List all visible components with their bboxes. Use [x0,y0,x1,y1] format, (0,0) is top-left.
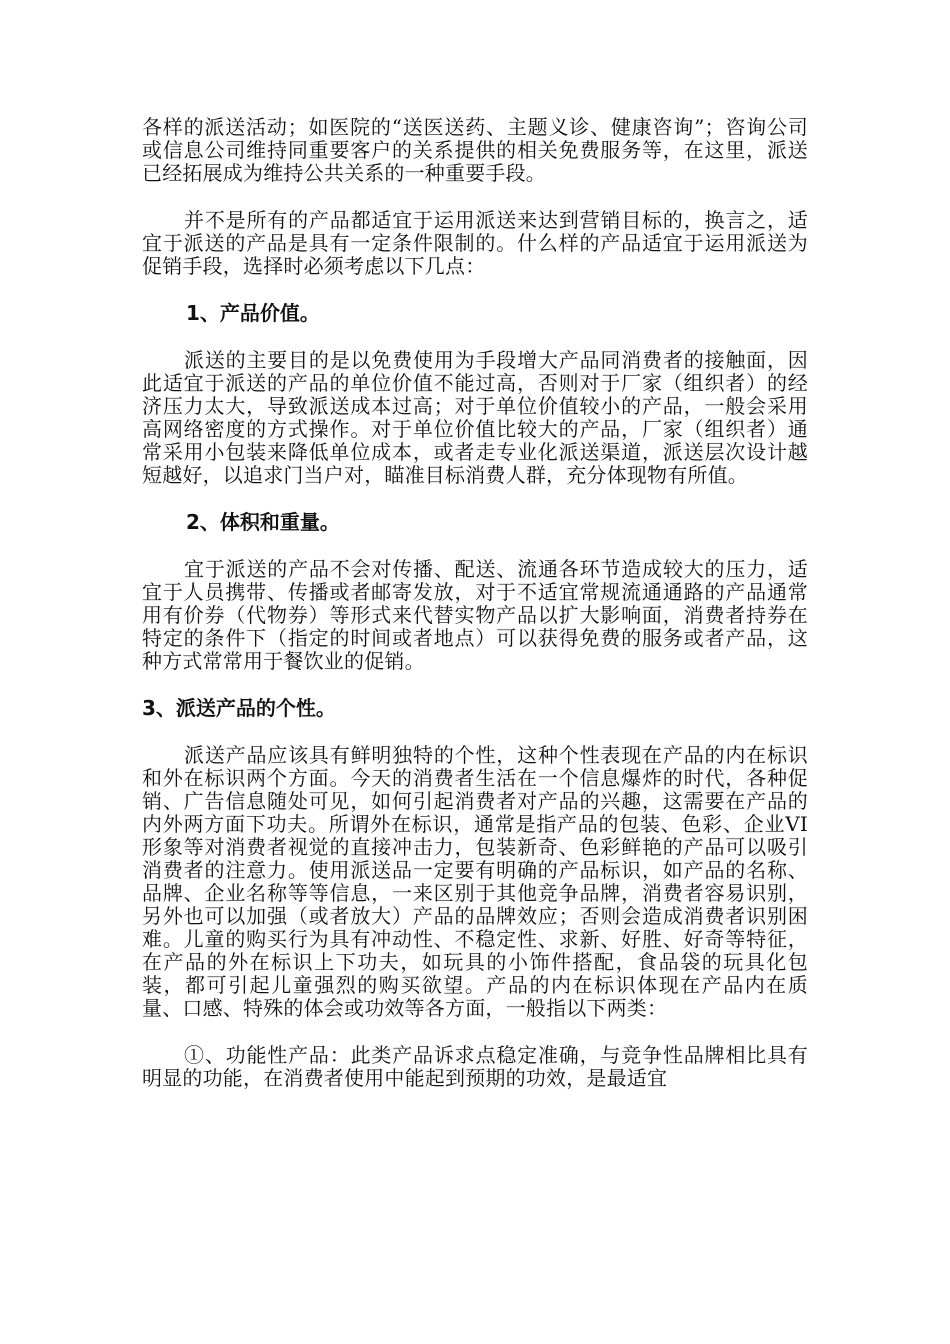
heading-product-personality: 3、派送产品的个性。 [142,696,336,720]
document-page [142,116,808,1114]
paragraph-1: 各样的派送活动；如医院的“送医送药、主题义诊、健康咨询”；咨询公司或信息公司维持同重要客户的关系提供的相关免费服务等，在这里，派送已经拓展成为维持公共关系的一种重要手段。 [142,115,808,185]
paragraph-2: 并不是所有的产品都适宜于运用派送来达到营销目标的，换言之，适宜于派送的产品是具有一定条件限制的。什么样的产品适宜于运用派送为促销手段，选择时必须考虑以下几点： [142,208,808,278]
paragraph-3: 派送的主要目的是以免费使用为手段增大产品同消费者的接触面，因此适宜于派送的产品的单位价值不能过高，否则对于厂家（组织者）的经济压力太大，导致派送成本过高；对于单位价值较小的产品，一般会采用高网络密度的方式操作。对于单位价值比较大的产品，厂家（组织者）通常采用小包装来降低单位成本，或者走专业化派送渠道，派送层次设计越短越好，以追求门当户对，瞄准目标消费人群，充分体现物有所值。 [142,348,808,487]
paragraph-5: 派送产品应该具有鲜明独特的个性，这种个性表现在产品的内在标识和外在标识两个方面。今天的消费者生活在一个信息爆炸的时代，各种促销、广告信息随处可见，如何引起消费者对产品的兴趣，这需要在产品的内外两方面下功夫。所谓外在标识，通常是指产品的包装、色彩、企业VI形象等对消费者视觉的直接冲击力，包装新奇、色彩鲜艳的产品可以吸引消费者的注意力。使用派送品一定要有明确的产品标识，如产品的名称、品牌、企业名称等等信息，一来区别于其他竞争品牌，消费者容易识别，另外也可以加强（或者放大）产品的品牌效应；否则会造成消费者识别困难。儿童的购买行为具有冲动性、不稳定性、求新、好胜、好奇等特征，在产品的外在标识上下功夫，如玩具的小饰件搭配，食品袋的玩具化包装，都可引起儿童强烈的购买欲望。产品的内在标识体现在产品内在质量、口感、特殊的体会或功效等各方面，一般指以下两类： [142,743,808,1020]
heading-product-value: 1、产品价值。 [186,301,320,325]
heading-volume-weight: 2、体积和重量。 [186,510,340,534]
paragraph-6: ①、功能性产品：此类产品诉求点稳定准确，与竞争性品牌相比具有明显的功能，在消费者使用中能起到预期的功效，是最适宜 [142,1043,808,1090]
paragraph-4: 宜于派送的产品不会对传播、配送、流通各环节造成较大的压力，适宜于人员携带、传播或者邮寄发放，对于不适宜常规流通通路的产品通常用有价券（代物券）等形式来代替实物产品以扩大影响面，消费者持券在特定的条件下（指定的时间或者地点）可以获得免费的服务或者产品，这种方式常常用于餐饮业的促销。 [142,557,808,673]
